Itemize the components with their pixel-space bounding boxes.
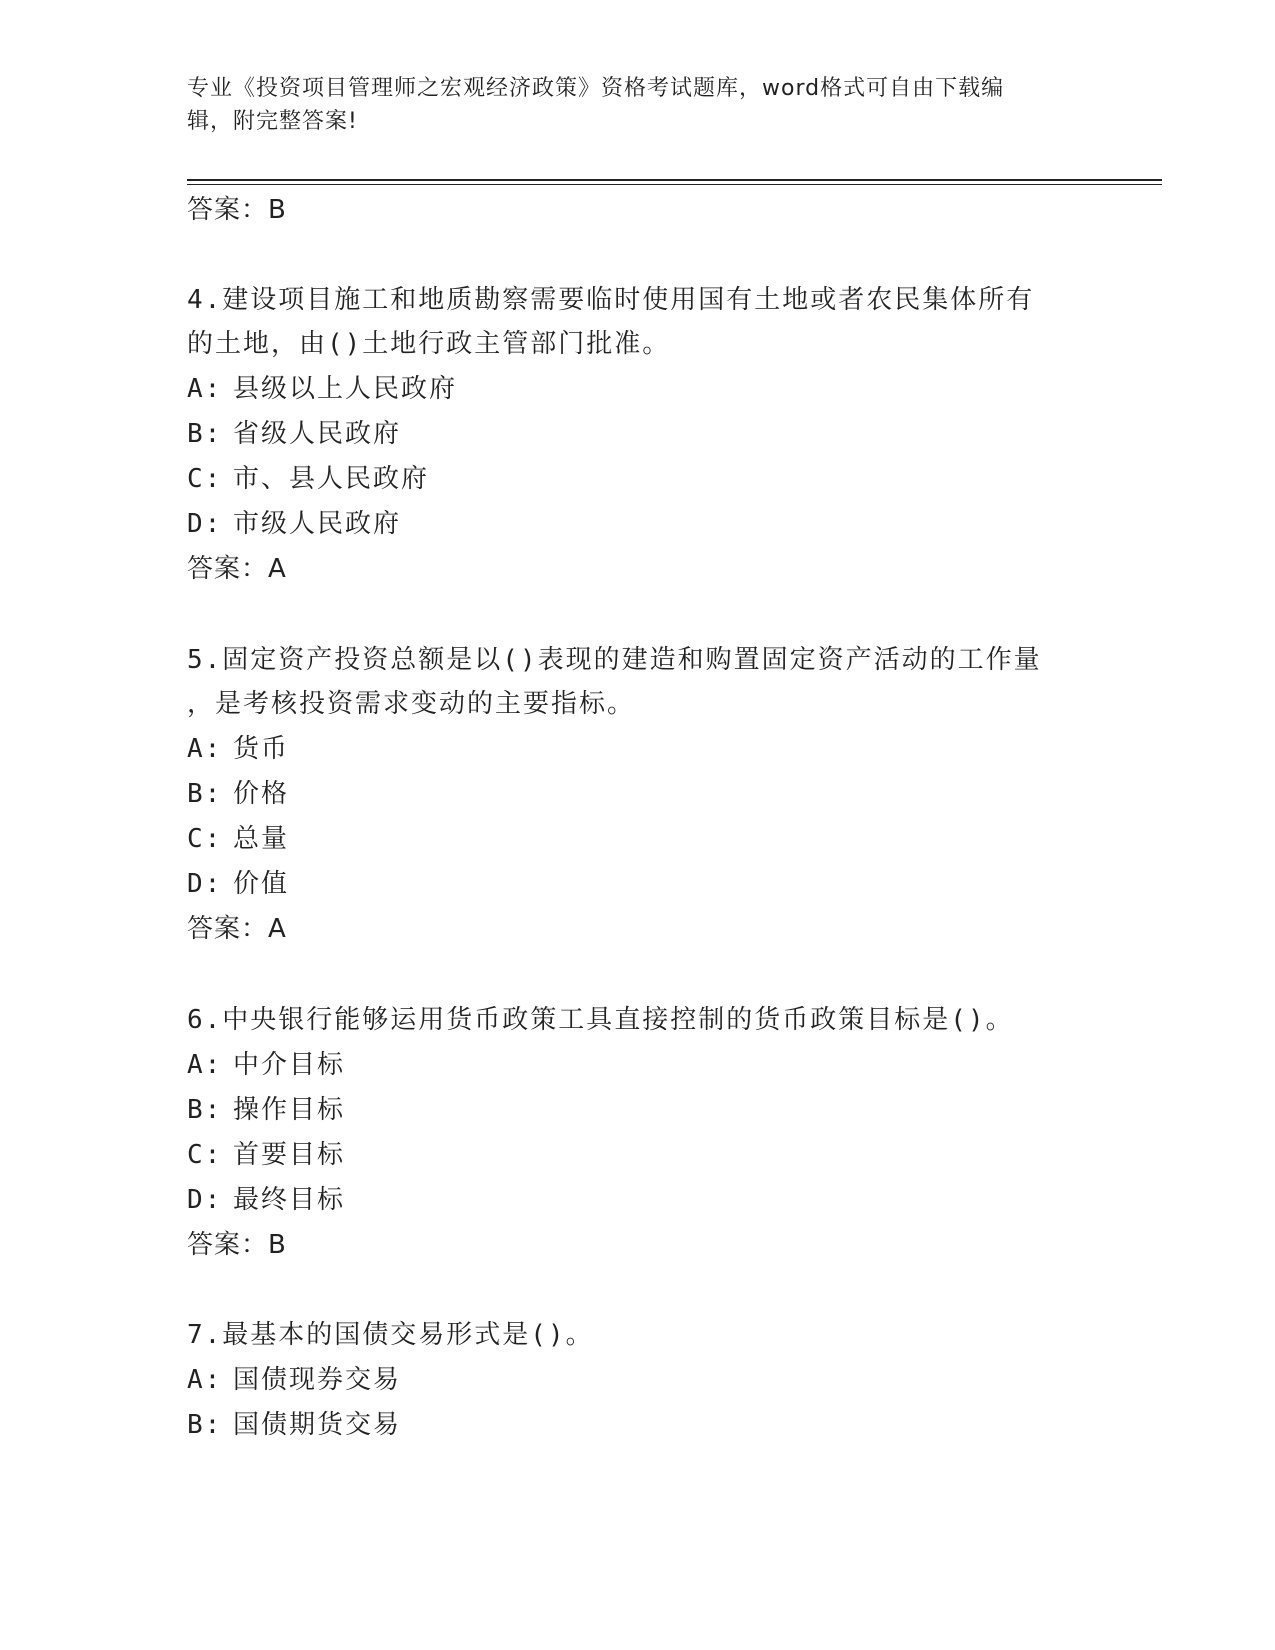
- option-line: A: 县级以上人民政府: [187, 374, 458, 404]
- option-line: A: 国债现券交易: [187, 1365, 402, 1395]
- option-line: D: 市级人民政府: [187, 509, 402, 539]
- question-stem: 4.建设项目施工和地质勘察需要临时使用国有土地或者农民集体所有: [187, 285, 1035, 315]
- answer-line: 答案：B: [187, 1230, 287, 1260]
- document-header: [187, 72, 1067, 138]
- option-line: C: 市、县人民政府: [187, 464, 430, 494]
- answer-line: 答案：A: [187, 914, 287, 944]
- option-line: D: 价值: [187, 869, 290, 899]
- option-line: A: 货币: [187, 734, 290, 764]
- question-stem: 的土地，由()土地行政主管部门批准。: [187, 329, 671, 359]
- option-line: B: 国债期货交易: [187, 1410, 402, 1440]
- option-line: B: 价格: [187, 779, 290, 809]
- option-line: A: 中介目标: [187, 1050, 346, 1080]
- header-line-1: 专业《投资项目管理师之宏观经济政策》资格考试题库，word格式可自由下载编: [187, 76, 1005, 101]
- header-divider-thin: [187, 184, 1162, 185]
- question-stem: 7.最基本的国债交易形式是()。: [187, 1320, 594, 1350]
- option-line: B: 操作目标: [187, 1095, 346, 1125]
- option-line: C: 总量: [187, 824, 290, 854]
- option-line: B: 省级人民政府: [187, 419, 402, 449]
- question-stem: ，是考核投资需求变动的主要指标。: [187, 689, 636, 719]
- answer-line: 答案：A: [187, 554, 287, 584]
- header-divider-thick: [187, 179, 1162, 181]
- option-line: C: 首要目标: [187, 1140, 346, 1170]
- question-stem: 6.中央银行能够运用货币政策工具直接控制的货币政策目标是()。: [187, 1005, 1014, 1035]
- header-line-2: 辑，附完整答案!: [187, 109, 358, 134]
- answer-line: 答案：B: [187, 195, 287, 225]
- question-stem: 5.固定资产投资总额是以()表现的建造和购置固定资产活动的工作量: [187, 645, 1042, 675]
- option-line: D: 最终目标: [187, 1185, 346, 1215]
